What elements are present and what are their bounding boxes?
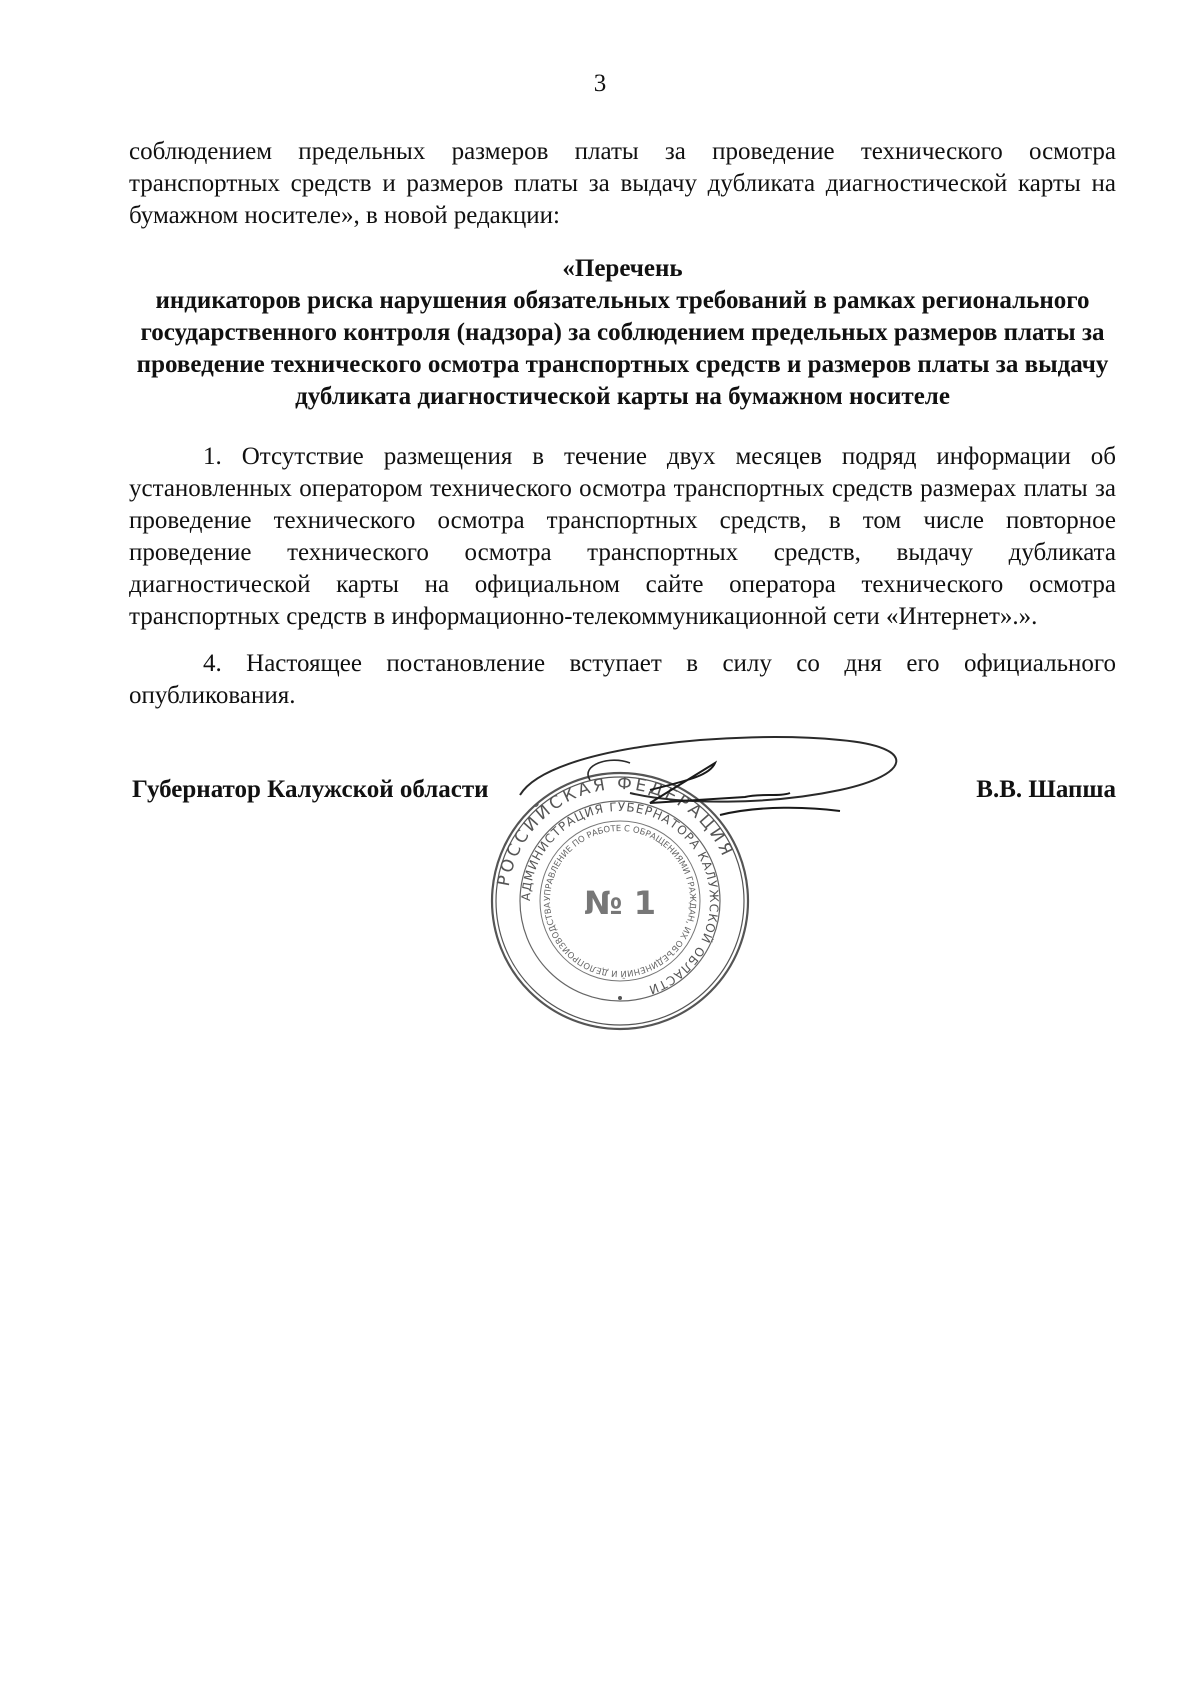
- handwritten-signature: [510, 735, 950, 855]
- signatory-position: Губернатор Калужской области: [132, 776, 489, 803]
- heading-body: индикаторов риска нарушения обязательных требований в рамках регионального государственного контроля (надзора) за соблюдением предельных размеров платы за проведение технического осмотра транспортных средств и размеров платы за выдачу дубликата диагностической карты на бумажном носителе: [136, 287, 1109, 410]
- page-number: 3: [593, 70, 607, 97]
- list-heading: [129, 253, 1116, 413]
- heading-title: «Перечень: [562, 255, 683, 282]
- intro-paragraph: соблюдением предельных размеров платы за проведение технического осмотра транспортных средств и размеров платы за выдачу дубликата диагностической карты на бумажном носителе», в новой редакции:: [129, 138, 1116, 229]
- seal-inner-text: УПРАВЛЕНИЕ ПО РАБОТЕ С ОБРАЩЕНИЯМИ ГРАЖДАН, ИХ ОБЪЕДИНЕНИЙ И ДЕЛОПРОИЗВОДСТВА: [542, 823, 698, 979]
- list-item-1: 1. Отсутствие размещения в течение двух месяцев подряд информации об установленных оператором технического осмотра транспортных средств размерах платы за проведение технического осмотра транспортных средств, в том числе повторное проведение технического осмотра транспортных средств, выдачу дубликата диагностической карты на официальном сайте оператора технического осмотра транспортных средств в информационно-телекоммуникационной сети «Интернет».».: [129, 443, 1116, 630]
- seal-ring-text: АДМИНИСТРАЦИЯ ГУБЕРНАТОРА КАЛУЖСКОЙ ОБЛАСТИ: [518, 799, 722, 998]
- signatory-name: В.В. Шапша: [976, 776, 1116, 803]
- paragraph-4: 4. Настоящее постановление вступает в силу со дня его официального опубликования.: [129, 650, 1116, 709]
- seal-center-text: № 1: [584, 884, 656, 922]
- seal-outer-text: РОССИЙСКАЯ ФЕДЕРАЦИЯ: [493, 773, 738, 888]
